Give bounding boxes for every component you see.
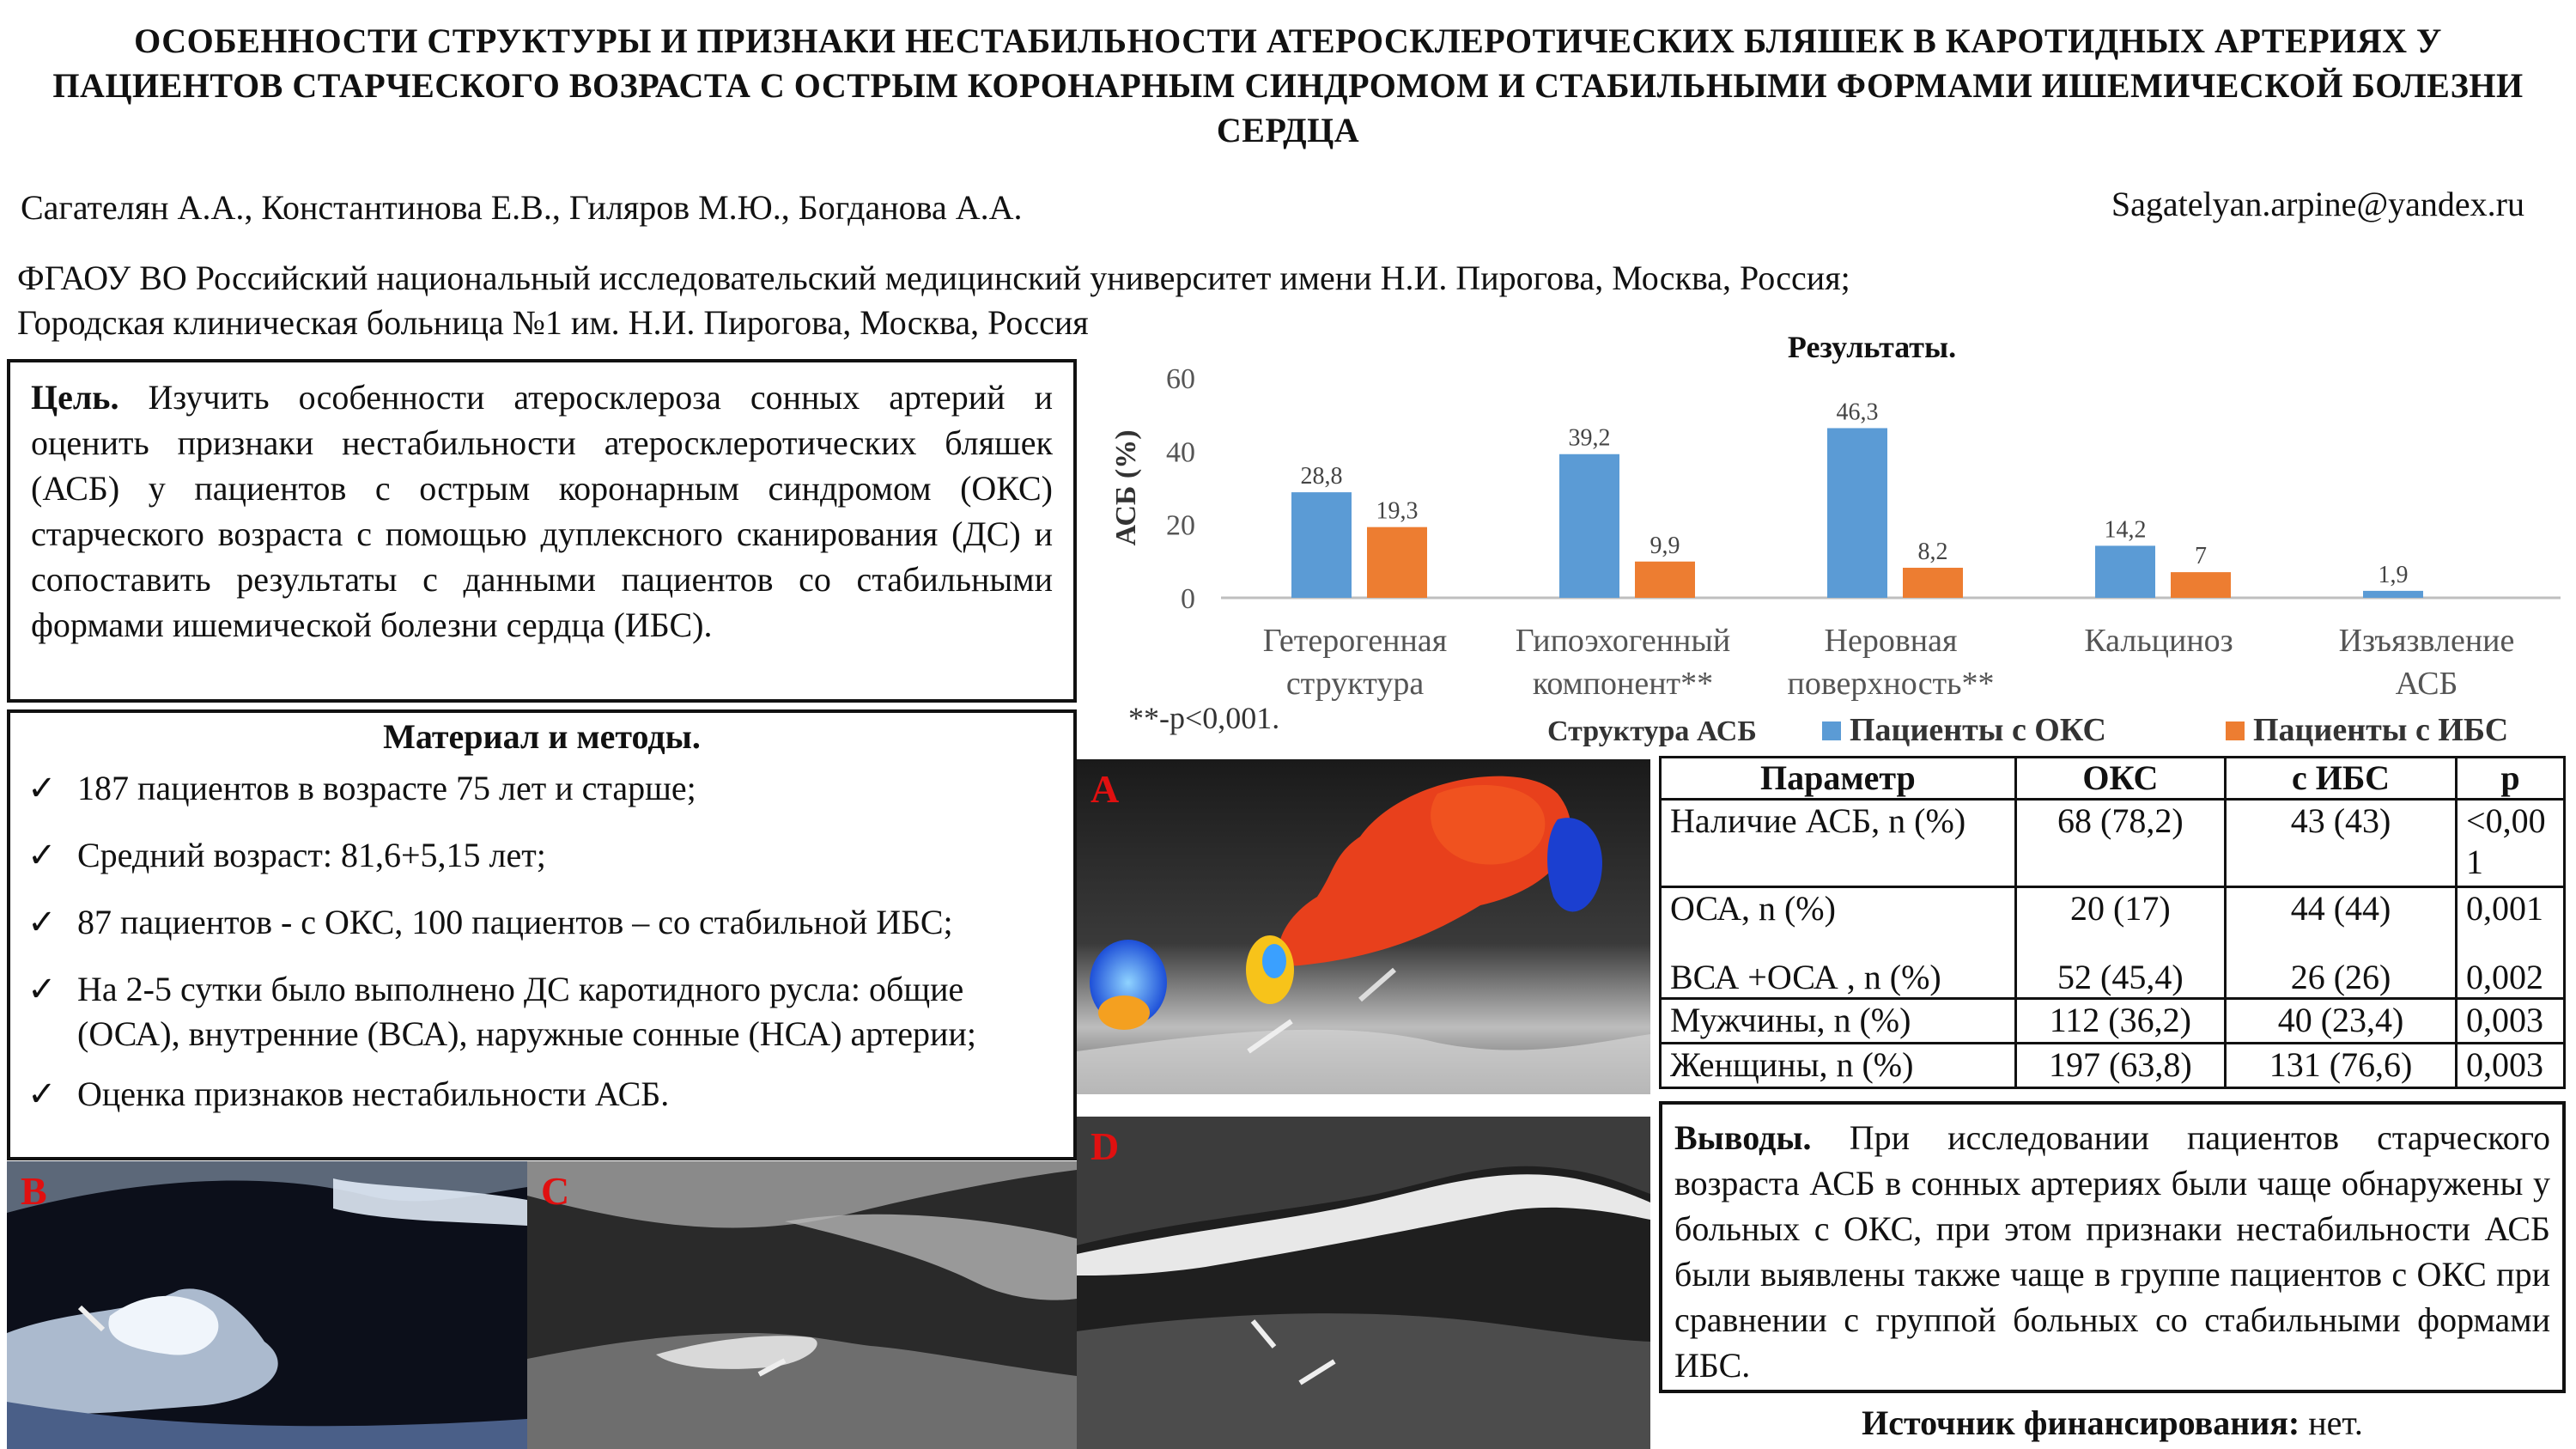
image-label-c: C — [541, 1169, 570, 1213]
table-cell: 52 (45,4) — [2015, 954, 2225, 999]
table-row — [1661, 954, 2565, 999]
methods-heading: Материал и методы. — [383, 717, 701, 756]
x-tick-label: Кальциноз — [2084, 623, 2233, 659]
data-label: 1,9 — [2378, 561, 2409, 588]
aim-text: Изучить особенности атеросклероза сонных артерий и оценить признаки нестабильности атеросклеротических бляшек (АСБ) у пациентов с острым коронарным синдромом (ОКС) старческого возраста с помощью дуплексного сканирования (ДС) и сопоставить результаты с данными пациентов со стабильными формами ишемической болезни сердца (ИБС). — [31, 378, 1054, 644]
legend-entry: Пациенты с ОКС — [1850, 712, 2106, 748]
x-tick-label: Гетерогенная — [1262, 623, 1448, 659]
list-item — [27, 967, 1056, 1056]
results-chart — [1084, 326, 2576, 756]
methods-box — [7, 709, 1077, 1160]
image-label-b: B — [21, 1169, 47, 1213]
list-item-text: 187 пациентов в возрасте 75 лет и старше; — [77, 769, 696, 807]
table-cell: 40 (23,4) — [2225, 999, 2456, 1044]
table-cell: 44 (44) — [2225, 887, 2456, 954]
conclusions-label: Выводы. — [1674, 1118, 1812, 1157]
table-header-row — [1661, 758, 2565, 800]
list-item-text: Средний возраст: 81,6+5,15 лет; — [77, 836, 546, 874]
bar — [1635, 562, 1695, 598]
bar — [1367, 527, 1427, 598]
aim-box — [7, 359, 1077, 703]
ultrasound-image-c — [527, 1161, 1077, 1449]
table-cell: <0,001 — [2457, 800, 2565, 887]
y-tick-label: 60 — [1166, 363, 1195, 395]
y-tick-label: 40 — [1166, 436, 1195, 469]
check-icon: ✓ — [27, 903, 57, 941]
table-cell: 197 (63,8) — [2015, 1044, 2225, 1088]
x-tick-label: Неровная — [1824, 623, 1958, 659]
bar — [2095, 545, 2155, 598]
chart-title: Результаты. — [1787, 330, 1957, 364]
poster-title: ОСОБЕННОСТИ СТРУКТУРЫ И ПРИЗНАКИ НЕСТАБИЛЬНОСТИ АТЕРОСКЛЕРОТИЧЕСКИХ БЛЯШЕК В КАРОТИДНЫХ АРТЕРИЯХ У ПАЦИЕНТОВ СТАРЧЕСКОГО ВОЗРАСТА С ОСТРЫМ КОРОНАРНЫМ СИНДРОМОМ И СТАБИЛЬНЫМИ ФОРМАМИ ИШЕМИЧЕСКОЙ БОЛЕЗНИ СЕРДЦА — [52, 21, 2524, 149]
data-label: 8,2 — [1917, 539, 1948, 566]
table-cell: 131 (76,6) — [2225, 1044, 2456, 1088]
x-tick-label: компонент** — [1532, 666, 1714, 702]
funding-line — [1659, 1403, 2566, 1443]
y-tick-label: 20 — [1166, 509, 1195, 542]
list-item — [27, 900, 1056, 945]
table-header-cell: Параметр — [1661, 758, 2016, 800]
funding-label: Источник финансирования: — [1862, 1403, 2300, 1442]
data-label: 7 — [2195, 543, 2207, 570]
data-label: 14,2 — [2104, 516, 2147, 544]
table-header-cell: с ИБС — [2225, 758, 2456, 800]
methods-list — [27, 766, 1056, 1117]
funding-value: нет. — [2308, 1403, 2363, 1442]
list-item — [27, 833, 1056, 878]
x-tick-label: структура — [1285, 666, 1425, 702]
list-item — [27, 1072, 1056, 1117]
ultrasound-image-b — [7, 1161, 527, 1449]
x-tick-label: АСБ — [2395, 666, 2458, 702]
bar — [2171, 572, 2231, 598]
table-cell: ВСА +ОСА , n (%) — [1661, 954, 2016, 999]
aim-label: Цель. — [31, 378, 119, 417]
table-cell: 43 (43) — [2225, 800, 2456, 887]
table-cell: Женщины, n (%) — [1661, 1044, 2016, 1088]
table-row — [1661, 887, 2565, 954]
ultrasound-image-a — [1077, 759, 1650, 1094]
ultrasound-image-a-graphic — [1077, 759, 1650, 1094]
conclusions-box — [1659, 1101, 2566, 1393]
ultrasound-image-b-graphic — [7, 1161, 527, 1449]
legend-swatch — [2226, 721, 2245, 740]
check-icon: ✓ — [27, 836, 57, 874]
ultrasound-image-d — [1077, 1117, 1650, 1449]
affiliation-1: ФГАОУ ВО Российский национальный исследовательский медицинский университет имени Н.И. Пирогова, Москва, Россия; — [17, 259, 1850, 297]
table-cell: 20 (17) — [2015, 887, 2225, 954]
data-label: 39,2 — [1568, 424, 1611, 452]
x-tick-label: Гипоэхогенный — [1515, 623, 1731, 659]
check-icon: ✓ — [27, 970, 57, 1008]
image-label-d: D — [1091, 1124, 1120, 1168]
x-tick-label: Изъязвление — [2338, 623, 2515, 659]
table-row — [1661, 999, 2565, 1044]
contact-email[interactable]: Sagatelyan.arpine@yandex.ru — [2111, 185, 2524, 223]
x-tick-label: поверхность** — [1787, 666, 1995, 702]
bar — [1559, 454, 1619, 598]
table-cell: Мужчины, n (%) — [1661, 999, 2016, 1044]
ultrasound-image-c-graphic — [527, 1161, 1077, 1449]
chart-footnote: **-p<0,001. — [1128, 701, 1280, 735]
table-cell: ОСА, n (%) — [1661, 887, 2016, 954]
table-row — [1661, 800, 2565, 887]
list-item-text: На 2-5 сутки было выполнено ДС каротидного русла: общие (ОСА), внутренние (ВСА), наружные сонные (НСА) артерии; — [77, 970, 976, 1053]
table-cell: Наличие АСБ, n (%) — [1661, 800, 2016, 887]
table-cell: 0,003 — [2457, 999, 2565, 1044]
affiliation-2: Городская клиническая больница №1 им. Н.И. Пирогова, Москва, Россия — [17, 303, 1089, 342]
parameters-table — [1659, 756, 2566, 1089]
ultrasound-image-d-graphic — [1077, 1117, 1650, 1449]
list-item-text: Оценка признаков нестабильности АСБ. — [77, 1075, 670, 1113]
bar — [1903, 568, 1963, 598]
y-axis-label: АСБ (%) — [1110, 429, 1142, 546]
table-cell: 26 (26) — [2225, 954, 2456, 999]
list-item — [27, 766, 1056, 811]
data-label: 28,8 — [1300, 463, 1343, 490]
x-axis-label: Структура АСБ — [1547, 715, 1757, 747]
data-label: 46,3 — [1836, 399, 1879, 426]
table-cell: 68 (78,2) — [2015, 800, 2225, 887]
data-label: 19,3 — [1376, 497, 1419, 525]
table-cell: 112 (36,2) — [2015, 999, 2225, 1044]
table-cell: 0,002 — [2457, 954, 2565, 999]
image-label-a: A — [1091, 767, 1120, 811]
check-icon: ✓ — [27, 769, 57, 807]
table-header-cell: p — [2457, 758, 2565, 800]
list-item-text: 87 пациентов - с ОКС, 100 пациентов – со стабильной ИБС; — [77, 903, 953, 941]
table-row — [1661, 1044, 2565, 1088]
bar — [1827, 428, 1887, 598]
table-cell: 0,003 — [2457, 1044, 2565, 1088]
bar — [1291, 492, 1352, 598]
bar — [2363, 591, 2423, 598]
check-icon: ✓ — [27, 1075, 57, 1113]
table-header-cell: ОКС — [2015, 758, 2225, 800]
authors: Сагателян А.А., Константинова Е.В., Гиляров М.Ю., Богданова А.А. — [21, 188, 1023, 227]
table-cell: 0,001 — [2457, 887, 2565, 954]
data-label: 9,9 — [1649, 532, 1680, 559]
y-tick-label: 0 — [1181, 583, 1195, 615]
legend-entry: Пациенты с ИБС — [2253, 712, 2509, 748]
conclusions-text: При исследовании пациентов старческого возраста АСБ в сонных артериях были чаще обнаружены у больных с ОКС, при этом признаки нестабильности АСБ были выявлены также чаще в группе пациентов с ОКС при сравнении с группой больных со стабильными формами ИБС. — [1674, 1118, 2551, 1385]
legend-swatch — [1822, 721, 1841, 740]
